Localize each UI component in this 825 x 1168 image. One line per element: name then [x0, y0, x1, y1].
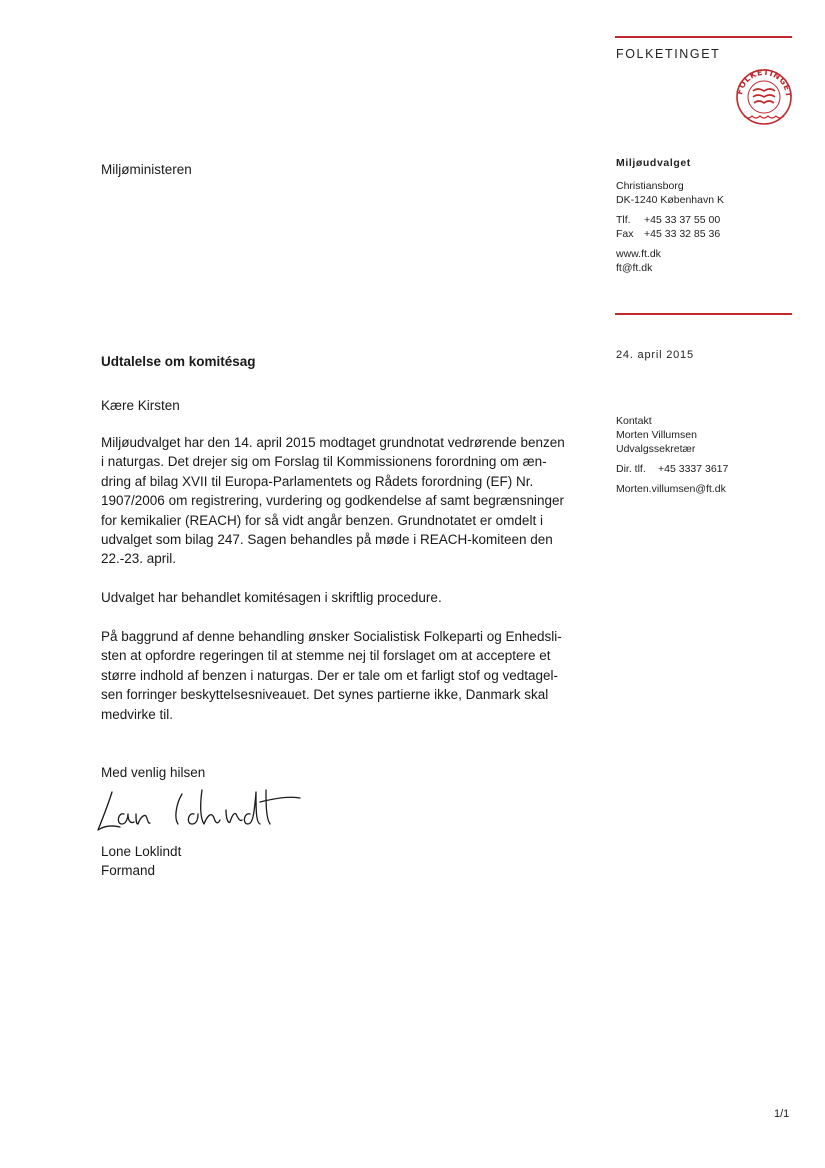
page-number: 1/1 [774, 1108, 790, 1120]
phone-label: Tlf. [616, 214, 631, 226]
contact-label: Kontakt [616, 415, 652, 427]
paragraph-line: i naturgas. Det drejer sig om Forslag til Kommissionens forordning om æn- [101, 454, 547, 470]
signer-title: Formand [101, 863, 156, 878]
website: www.ft.dk [616, 248, 661, 260]
letter-date: 24. april 2015 [616, 349, 694, 361]
paragraph-line: udvalget som bilag 247. Sagen behandles på møde i REACH-komiteen den [101, 532, 553, 548]
closing: Med venlig hilsen [101, 765, 206, 780]
email: ft@ft.dk [616, 262, 653, 274]
contact-title: Udvalgssekretær [616, 443, 696, 455]
body-paragraph-3 [101, 627, 601, 724]
fax-number: +45 33 32 85 36 [644, 228, 721, 240]
top-red-rule [615, 36, 792, 38]
paragraph-line: sen forringer beskyttelsesniveauet. Det synes partierne ikke, Danmark skal [101, 687, 549, 703]
paragraph-line: for kemikalier (REACH) for så vidt angår benzen. Grundnotatet er omdelt i [101, 512, 543, 528]
middle-red-rule [615, 313, 792, 315]
handwritten-signature [90, 780, 310, 840]
phone-row [616, 213, 806, 227]
svg-text:FOLKETINGET [735, 68, 793, 98]
contact-phone-row [616, 462, 806, 476]
contact-name: Morten Villumsen [616, 429, 697, 441]
contact-phone: +45 3337 3617 [658, 463, 729, 475]
folketinget-seal-icon [735, 66, 793, 128]
contact-block [616, 414, 806, 496]
paragraph-line: 22.-23. april. [101, 551, 177, 567]
salutation: Kære Kirsten [101, 398, 180, 413]
subject-line: Udtalelse om komitésag [101, 354, 256, 369]
fax-label: Fax [616, 228, 634, 240]
address-line-2: DK-1240 København K [616, 194, 724, 206]
body-paragraph-2 [101, 588, 601, 607]
seal-text: FOLKETINGET [735, 67, 793, 98]
contact-phone-label: Dir. tlf. [616, 463, 646, 475]
body-paragraph-1 [101, 433, 601, 569]
address-line-1: Christiansborg [616, 180, 684, 192]
sender-block [616, 156, 806, 275]
fax-row [616, 227, 806, 241]
paragraph-line: 1907/2006 om registrering, vurdering og godkendelse af samt begrænsninger [101, 493, 565, 509]
recipient: Miljøministeren [101, 162, 192, 177]
signer-name: Lone Loklindt [101, 844, 182, 859]
paragraph-line: Udvalget har behandlet komitésagen i skriftlig procedure. [101, 590, 442, 605]
paragraph-line: På baggrund af denne behandling ønsker Socialistisk Folkeparti og Enhedsli- [101, 629, 562, 644]
paragraph-line: medvirke til. [101, 706, 174, 722]
paragraph-line: Miljøudvalget har den 14. april 2015 modtaget grundnotat vedrørende benzen [101, 435, 565, 450]
committee-name: Miljøudvalget [616, 157, 691, 169]
phone-number: +45 33 37 55 00 [644, 214, 721, 226]
paragraph-line: dring af bilag XVII til Europa-Parlamentets og Rådets forordning (EF) Nr. [101, 473, 534, 489]
contact-email: Morten.villumsen@ft.dk [616, 483, 726, 495]
paragraph-line: sten at opfordre regeringen til at stemme nej til forslaget om at acceptere et [101, 648, 551, 664]
org-name: FOLKETINGET [616, 47, 721, 61]
paragraph-line: større indhold af benzen i naturgas. Der er tale om et farligt stof og vedtagel- [101, 667, 558, 683]
